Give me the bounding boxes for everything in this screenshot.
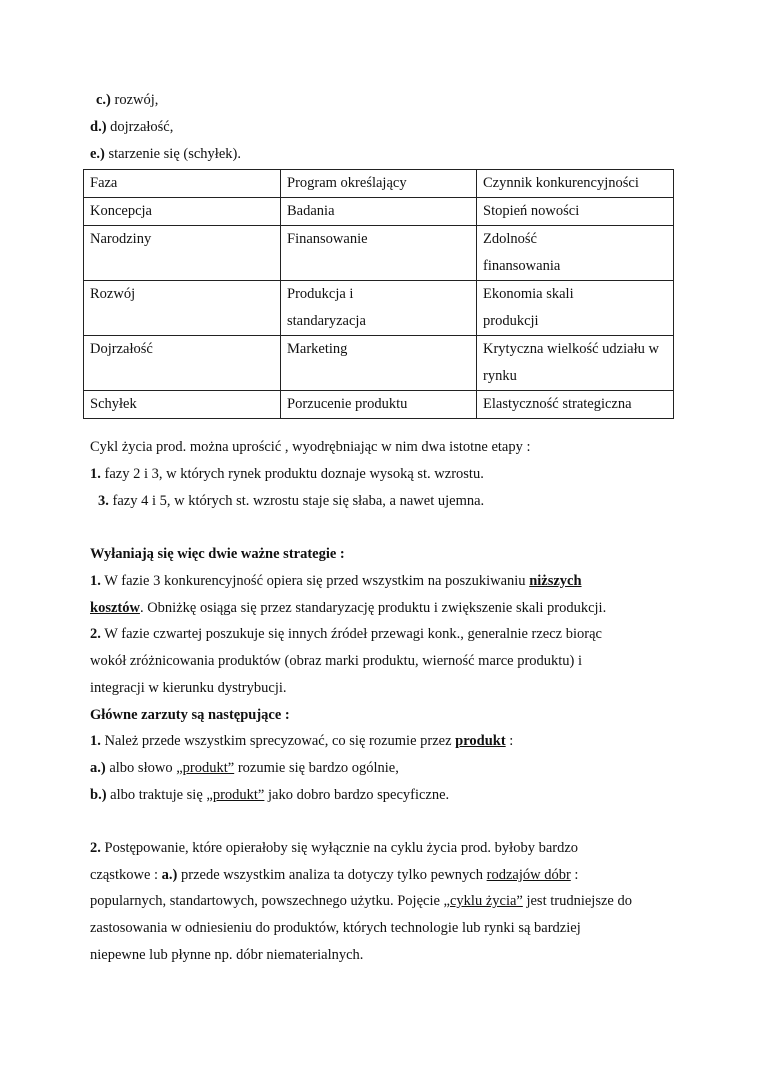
objection-2-line-2: cząstkowe : a.) przede wszystkim analiza ta dotyczy tylko pewnych rodzajów dóbr : bbox=[90, 867, 579, 883]
table-cell-program: Marketing bbox=[281, 336, 477, 391]
table-row bbox=[84, 281, 674, 336]
strategy-2-line-2: wokół zróżnicowania produktów (obraz marki produktu, wierność marce produktu) i bbox=[90, 653, 583, 669]
objection-2-line-5: niepewne lub płynne np. dóbr niematerialnych. bbox=[90, 947, 364, 963]
table-cell-phase: Narodziny bbox=[84, 226, 281, 281]
table-cell-factor: Stopień nowości bbox=[477, 198, 674, 226]
table-cell-factor: Zdolność finansowania bbox=[477, 226, 674, 281]
objection-1-a: a.) albo słowo „produkt” rozumie się bardzo ogólnie, bbox=[90, 760, 399, 776]
strategies-heading: Wyłaniają się więc dwie ważne strategie : bbox=[90, 546, 345, 562]
table-cell-phase: Rozwój bbox=[84, 281, 281, 336]
list-item-e: e.) starzenie się (schyłek). bbox=[90, 146, 241, 162]
objection-2-line-4: zastosowania w odniesieniu do produktów, których technologie lub rynki są bardziej bbox=[90, 920, 581, 936]
objection-1-b: b.) albo traktuje się „produkt” jako dobro bardzo specyficzne. bbox=[90, 787, 450, 803]
table-header-cell: Czynnik konkurencyjności bbox=[477, 170, 674, 198]
table-cell-factor: Ekonomia skali produkcji bbox=[477, 281, 674, 336]
strategy-2-line-3: integracji w kierunku dystrybucji. bbox=[90, 680, 287, 696]
objection-2-line-3: popularnych, standartowych, powszechnego użytku. Pojęcie „cyklu życia” jest trudniejsze do bbox=[90, 893, 632, 909]
table-row bbox=[84, 198, 674, 226]
table-cell-phase: Dojrzałość bbox=[84, 336, 281, 391]
table-row bbox=[84, 391, 674, 419]
table-header-row bbox=[84, 170, 674, 198]
cycle-intro: Cykl życia prod. można uprościć , wyodrębniając w nim dwa istotne etapy : bbox=[90, 439, 531, 455]
objection-2-line-1: 2. Postępowanie, które opierałoby się wyłącznie na cyklu życia prod. byłoby bardzo bbox=[90, 840, 579, 856]
table-cell-phase: Schyłek bbox=[84, 391, 281, 419]
table-cell-phase: Koncepcja bbox=[84, 198, 281, 226]
phase-table bbox=[83, 169, 674, 419]
table-cell-factor: Krytyczna wielkość udziału w rynku bbox=[477, 336, 674, 391]
objection-1: 1. Należ przede wszystkim sprecyzować, co się rozumie przez produkt : bbox=[90, 733, 514, 749]
table-header-cell: Faza bbox=[84, 170, 281, 198]
table-cell-program: Porzucenie produktu bbox=[281, 391, 477, 419]
table-row bbox=[84, 226, 674, 281]
list-item-d: d.) dojrzałość, bbox=[90, 119, 174, 135]
table-cell-factor: Elastyczność strategiczna bbox=[477, 391, 674, 419]
cycle-item-1: 1. fazy 2 i 3, w których rynek produktu doznaje wysoką st. wzrostu. bbox=[90, 466, 484, 482]
strategy-1-line-2: kosztów. Obniżkę osiąga się przez standaryzację produktu i zwiększenie skali produkcji. bbox=[90, 600, 607, 616]
table-cell-program: Badania bbox=[281, 198, 477, 226]
cycle-item-3: 3. fazy 4 i 5, w których st. wzrostu staje się słaba, a nawet ujemna. bbox=[98, 493, 485, 509]
table-header-cell: Program określający bbox=[281, 170, 477, 198]
list-item-c: c.) rozwój, bbox=[96, 92, 159, 108]
table-row bbox=[84, 336, 674, 391]
table-cell-program: Finansowanie bbox=[281, 226, 477, 281]
strategy-2-line-1: 2. W fazie czwartej poszukuje się innych źródeł przewagi konk., generalnie rzecz biorąc bbox=[90, 626, 602, 642]
objections-heading: Główne zarzuty są następujące : bbox=[90, 707, 290, 723]
strategy-1-line-1: 1. W fazie 3 konkurencyjność opiera się przed wszystkim na poszukiwaniu niższych bbox=[90, 573, 582, 589]
table-cell-program: Produkcja i standaryzacja bbox=[281, 281, 477, 336]
